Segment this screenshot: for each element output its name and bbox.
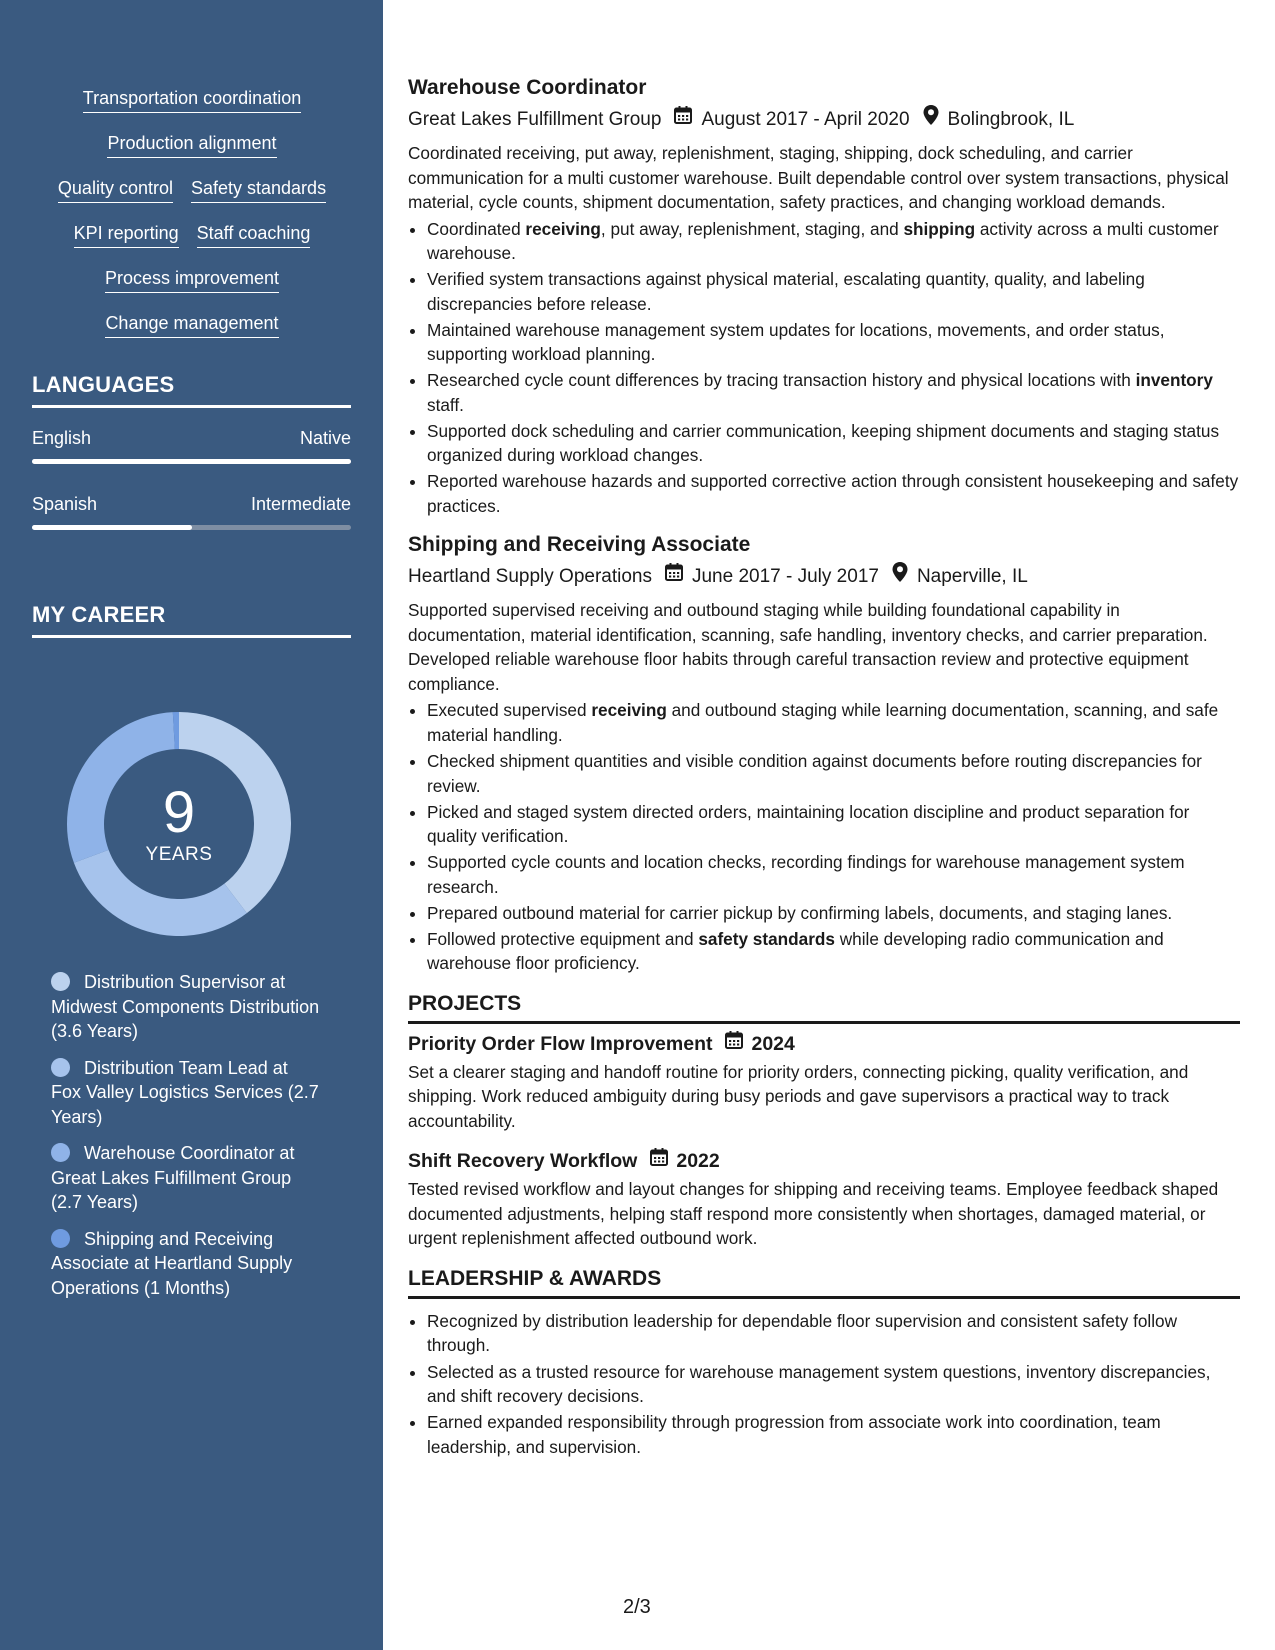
bullet-text: Maintained warehouse management system updates for locations, movements, and order status, supporting workload planning.: [427, 319, 1165, 365]
career-donut-chart: [64, 709, 294, 939]
career-heading: MY CAREER: [32, 602, 351, 638]
skill-tag: Process improvement: [105, 266, 279, 293]
language-row: [32, 426, 351, 450]
job-meta: [408, 104, 1240, 135]
main-content: [408, 74, 1240, 1461]
bullet-keyword: inventory: [1135, 370, 1213, 391]
career-item: [51, 970, 321, 1044]
job-location: Bolingbrook, IL: [947, 108, 1075, 130]
project-year: 2024: [751, 1032, 795, 1055]
bullet-text: while developing radio communication and warehouse floor proficiency.: [427, 928, 1164, 974]
bullet-keyword: receiving: [591, 700, 667, 721]
project-entry: [408, 1147, 1240, 1251]
skill-row: [32, 86, 352, 131]
bullet-text: activity across a multi customer warehouse.: [427, 218, 1219, 263]
career-total-years: 9: [162, 780, 196, 845]
career-item: [51, 1056, 321, 1130]
bullet-keyword: receiving: [525, 218, 601, 239]
language-name: English: [32, 428, 92, 448]
bullet-text: Supported dock scheduling and carrier communication, keeping shipment documents and staging status organized during workload changes.: [427, 420, 1220, 466]
calendar-icon: [724, 1030, 744, 1058]
skill-tag: Production alignment: [107, 131, 276, 158]
bullet-text: Coordinated: [427, 218, 526, 239]
project-title-row: [408, 1147, 1240, 1175]
language-level: Native: [299, 428, 351, 448]
language-proficiency-fill: [32, 459, 351, 464]
career-legend-dot: [51, 1143, 70, 1162]
bullet-text: Reported warehouse hazards and supported corrective action through consistent housekeeping and safety practices.: [427, 471, 1239, 516]
page-number: 2/3: [623, 1596, 651, 1618]
bullet-item: [427, 698, 1240, 747]
skill-row: [32, 176, 352, 221]
bullet-text: staff.: [427, 394, 464, 415]
bullet-text: Prepared outbound material for carrier pickup by confirming labels, documents, and staging lanes.: [427, 902, 1173, 923]
bullet-item: • Selected as a trusted resource for warehouse management system questions, inventory discrepancies, and shift recovery decisions.: [427, 1360, 1240, 1409]
bullet-item: [427, 368, 1240, 417]
languages-heading: LANGUAGES: [32, 372, 351, 408]
language-item: [32, 492, 351, 530]
leadership-heading: LEADERSHIP & AWARDS: [408, 1265, 1240, 1299]
bullet-item: • Earned expanded responsibility through progression from associate work into coordination, team leadership, and supervision.: [427, 1410, 1240, 1459]
language-proficiency-bar: [32, 459, 351, 464]
language-proficiency-fill: [32, 525, 192, 530]
project-title-row: [408, 1030, 1240, 1058]
bullet-keyword: safety standards: [698, 928, 835, 949]
bullet-item: [427, 800, 1240, 849]
job-entry: [408, 531, 1240, 975]
career-item-text: Distribution Team Lead at Fox Valley Logistics Services (2.7 Years): [51, 1057, 319, 1127]
bullet-text: Executed supervised: [427, 700, 592, 721]
project-description: Tested revised workflow and layout changes for shipping and receiving teams. Employee feedback shaped documented adjustments, helping staff respond more consistently when shortages, damaged material, or urgent replenishment affected outbound work.: [408, 1179, 1219, 1249]
bullet-text: Researched cycle count differences by tracing transaction history and physical locations with: [427, 370, 1136, 391]
project-year: 2022: [676, 1150, 720, 1173]
skill-row: [32, 221, 352, 266]
bullet-list: [408, 217, 1240, 519]
career-item: [51, 1227, 321, 1301]
bullet-item: [427, 749, 1240, 798]
job-entry: [408, 74, 1240, 518]
job-title: Warehouse Coordinator: [408, 76, 647, 99]
skill-row: [32, 311, 352, 356]
bullet-item: [427, 901, 1240, 926]
skill-tag: Transportation coordination: [83, 86, 301, 113]
bullet-keyword: shipping: [903, 218, 976, 239]
bullet-item: [427, 469, 1240, 518]
bullet-text: , put away, replenishment, staging, and: [600, 218, 904, 239]
skill-row: [32, 131, 352, 176]
language-name: Spanish: [32, 494, 98, 514]
bullet-text: Supported cycle counts and location checks, recording findings for warehouse management system research.: [427, 852, 1185, 897]
job-title: Shipping and Receiving Associate: [408, 533, 751, 557]
skill-tag: Change management: [105, 311, 278, 338]
project-title: Shift Recovery Workflow: [408, 1150, 638, 1173]
bullet-text: and outbound staging while learning documentation, scanning, and safe material handling.: [427, 700, 1219, 745]
job-meta: [408, 561, 1240, 592]
company-name: Great Lakes Fulfillment Group: [408, 108, 662, 130]
map-pin-icon: [891, 561, 909, 592]
career-legend-dot: [51, 1229, 70, 1248]
bullet-list: [408, 698, 1240, 975]
language-level: Intermediate: [250, 494, 351, 514]
job-dates: August 2017 - April 2020: [701, 108, 910, 130]
job-dates: June 2017 - July 2017: [691, 565, 879, 587]
bullet-text: Verified system transactions against physical material, escalating quantity, quality, and labeling discrepancies before release.: [427, 269, 1145, 314]
calendar-icon: [664, 562, 684, 591]
job-description: Supported supervised receiving and outbound staging while building foundational capability in documentation, material identification, scanning, safe handling, inventory checks, and carrier preparation. Developed reliable warehouse floor habits through careful transaction review and protective equipment compliance.: [408, 600, 1208, 694]
skill-tag: Quality control: [58, 176, 173, 203]
career-item-text: Shipping and Receiving Associate at Heartland Supply Operations (1 Months): [51, 1228, 293, 1298]
bullet-item: [427, 217, 1240, 266]
career-years-label: YEARS: [145, 844, 213, 865]
bullet-list: [408, 1309, 1240, 1459]
bullet-text: Checked shipment quantities and visible condition against documents before routing discrepancies for review.: [427, 751, 1202, 796]
skill-tag: Safety standards: [191, 176, 326, 203]
bullet-item: [427, 267, 1240, 316]
language-proficiency-bar: [32, 525, 351, 530]
job-location: Naperville, IL: [916, 565, 1028, 587]
career-item: [51, 1141, 321, 1215]
language-item: [32, 426, 351, 464]
map-pin-icon: [922, 104, 940, 135]
project-title: Priority Order Flow Improvement: [408, 1032, 713, 1055]
bullet-text: Followed protective equipment and: [427, 928, 699, 949]
project-description: Set a clearer staging and handoff routine for priority orders, connecting picking, quality verification, and shipping. Work reduced ambiguity during busy periods and gave supervisors a practical way to track accountability.: [408, 1061, 1189, 1131]
calendar-icon: [673, 105, 693, 134]
bullet-item: [427, 927, 1240, 976]
company-name: Heartland Supply Operations: [408, 565, 652, 587]
sidebar: [0, 0, 383, 1650]
skill-row: [32, 266, 352, 311]
skills-list: [32, 86, 352, 356]
bullet-item: [427, 419, 1240, 468]
bullet-item: [427, 318, 1240, 367]
calendar-icon: [649, 1147, 669, 1175]
bullet-item: • Recognized by distribution leadership for dependable floor supervision and consistent safety follow through.: [427, 1309, 1240, 1358]
career-legend-dot: [51, 972, 70, 991]
career-item-text: Warehouse Coordinator at Great Lakes Fulfillment Group (2.7 Years): [51, 1143, 295, 1212]
job-description: Coordinated receiving, put away, replenishment, staging, shipping, dock scheduling, and carrier communication for a multi customer warehouse. Built dependable control over system transactions, physical material, cycle counts, shipment documentation, safety practices, and changing workload demands.: [408, 143, 1229, 212]
career-legend-dot: [51, 1058, 70, 1077]
bullet-text: Picked and staged system directed orders, maintaining location discipline and product separation for quality verification.: [427, 801, 1190, 847]
bullet-item: [427, 850, 1240, 899]
projects-heading: PROJECTS: [408, 990, 1240, 1024]
career-list: [51, 970, 321, 1312]
skill-tag: KPI reporting: [74, 221, 179, 248]
skill-tag: Staff coaching: [197, 221, 311, 248]
career-item-text: Distribution Supervisor at Midwest Components Distribution (3.6 Years): [51, 972, 320, 1041]
project-entry: [408, 1030, 1240, 1134]
language-row: [32, 492, 351, 516]
